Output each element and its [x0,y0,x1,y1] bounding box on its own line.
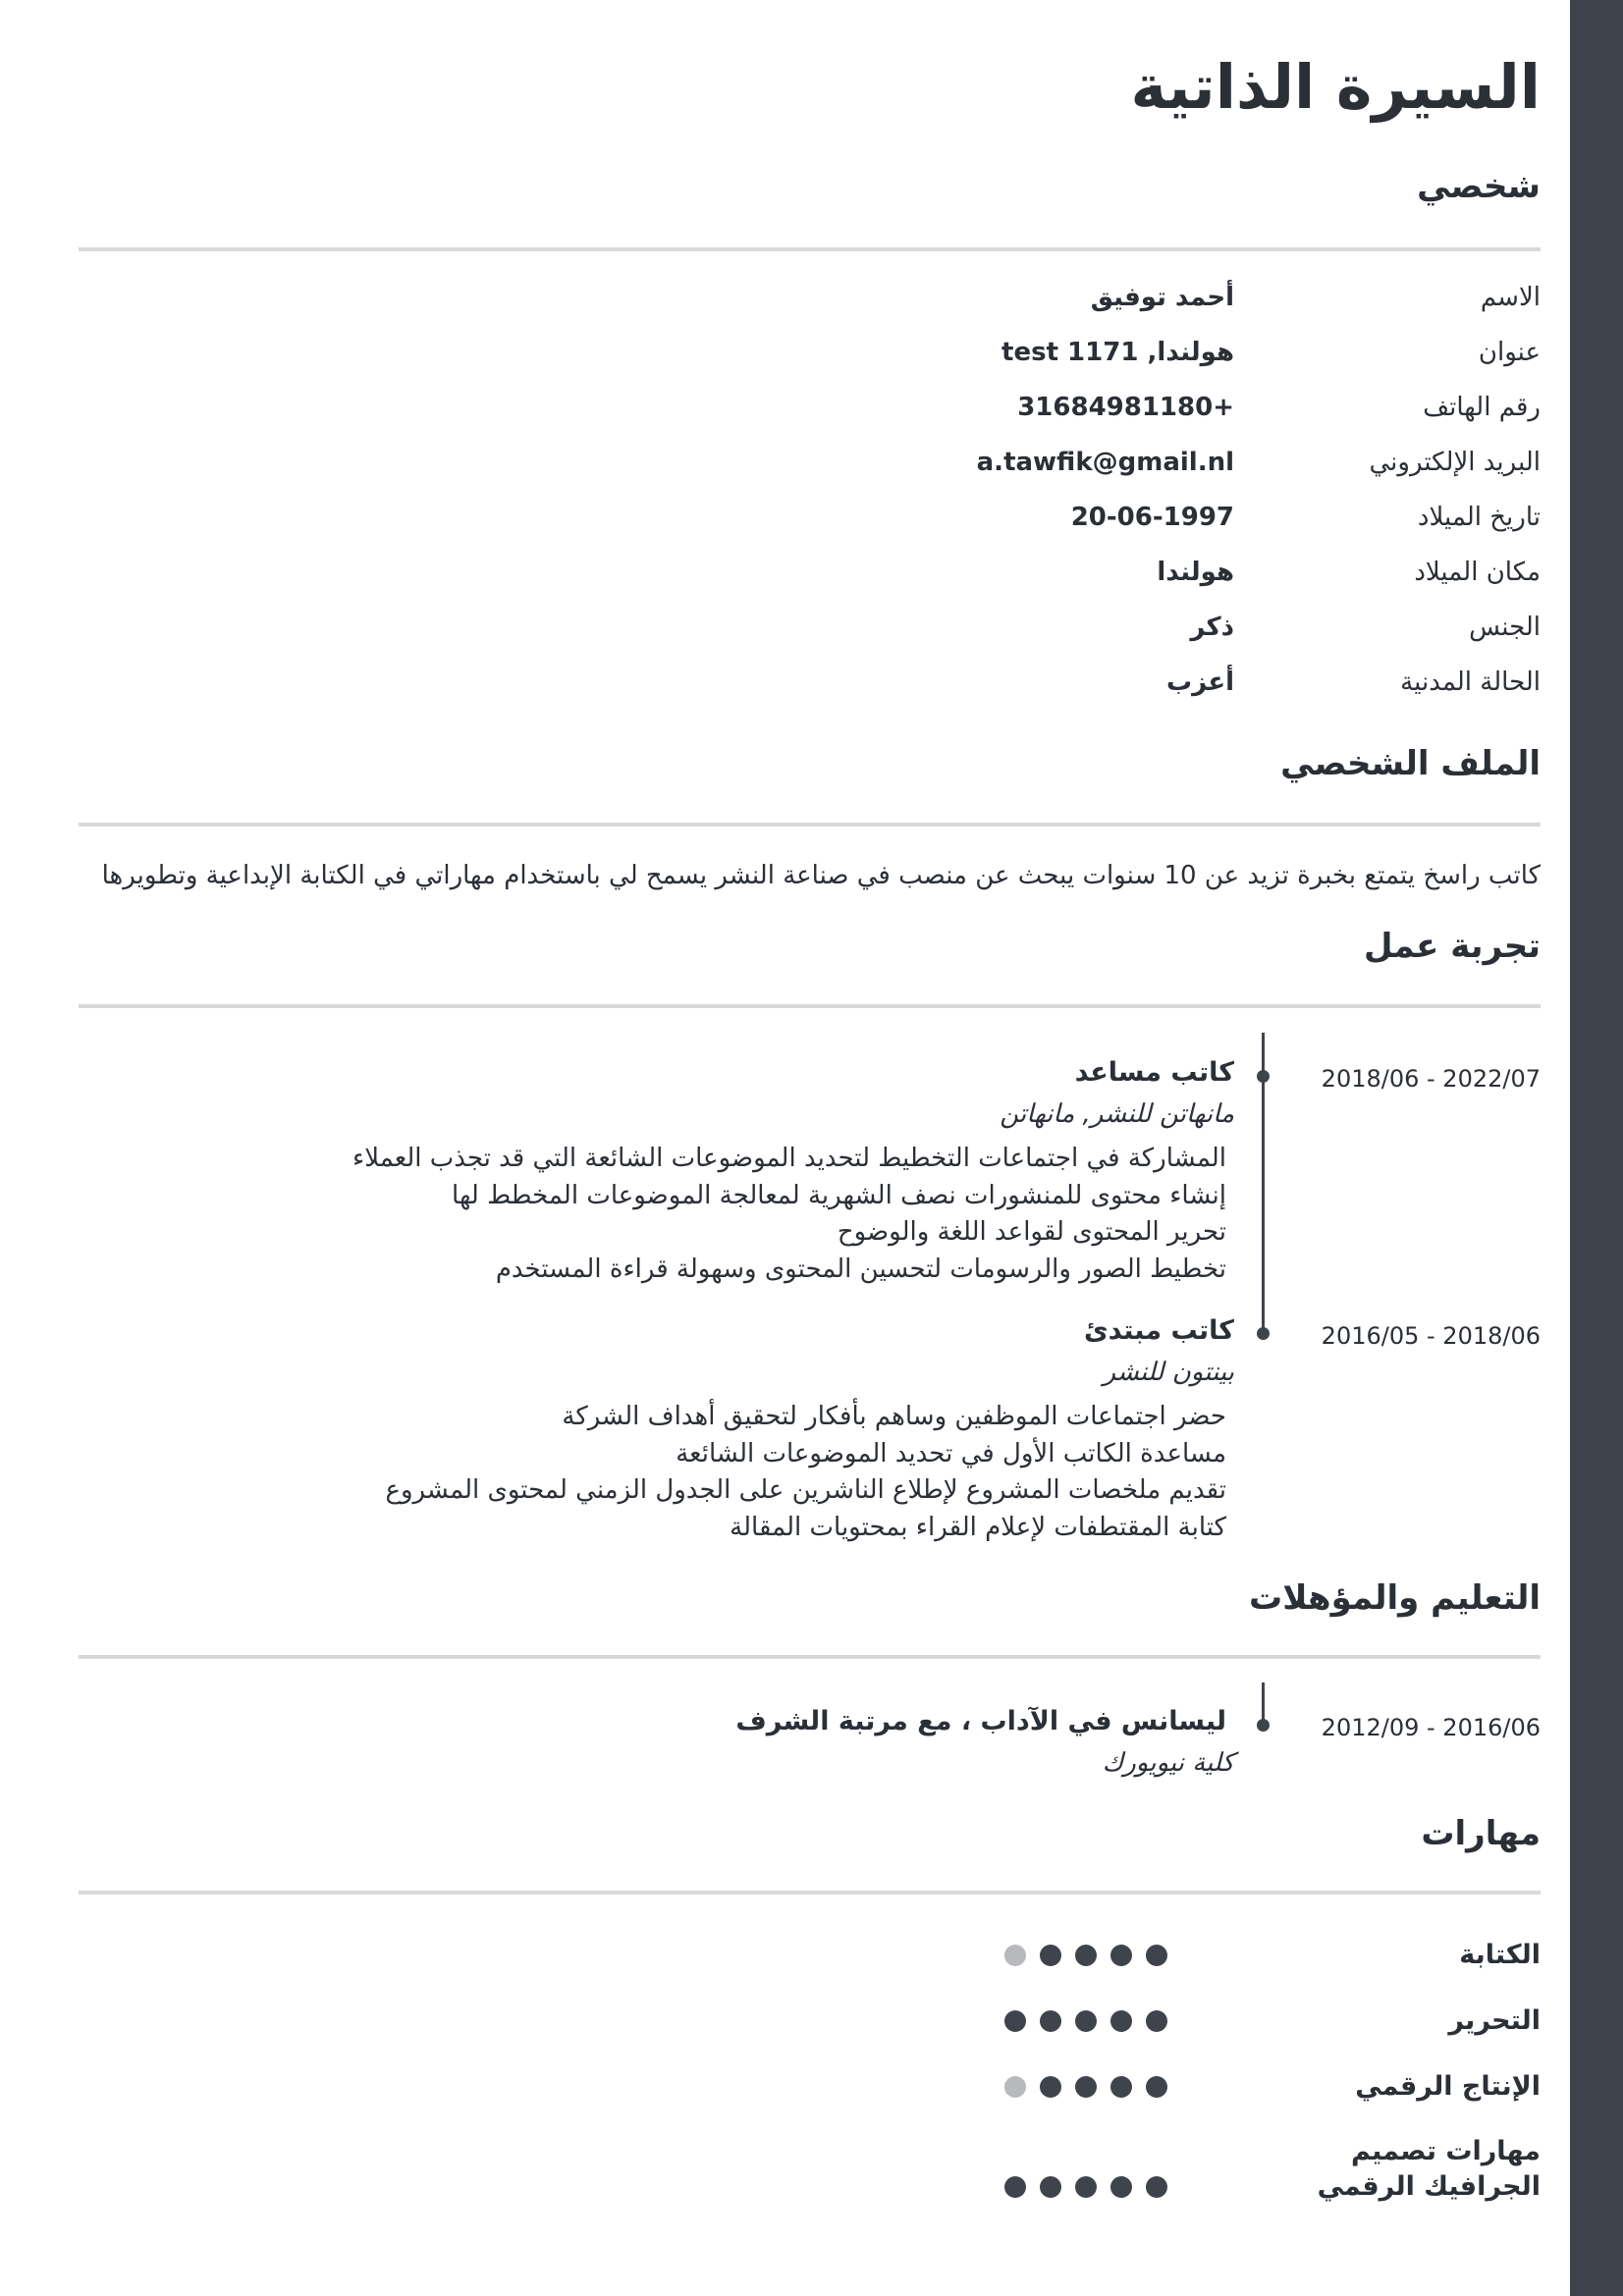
rating-dot-filled [1040,1945,1061,1966]
section-divider [79,1004,1541,1008]
side-accent-bar [1570,0,1623,2296]
skill-rating [991,2076,1167,2098]
job-title: كاتب مبتدئ [1083,1315,1234,1346]
rating-dot-filled [1040,2076,1061,2098]
rating-dot-filled [1040,2176,1061,2198]
personal-row-name [79,283,1541,326]
row-label: تاريخ الميلاد [1417,503,1541,532]
section-profile-heading: الملف الشخصي [1280,744,1541,783]
personal-row-gender [79,613,1541,656]
skill-rating [991,2010,1167,2032]
list-item: تحرير المحتوى لقواعد اللغة والوضوح [837,1217,1226,1247]
rating-dot-filled [1075,2076,1097,2098]
row-label: رقم الهاتف [1423,393,1541,422]
school-name: كلية نيويورك [1102,1748,1234,1778]
rating-dot-filled [1146,2076,1167,2098]
row-value: هولندا, test 1171 [1001,338,1234,367]
job-duties-list [385,1399,1226,1546]
row-value: +31684981180 [1017,393,1234,422]
row-label: الاسم [1480,283,1541,312]
resume-page [79,0,1541,2296]
skill-rating [991,1945,1167,1966]
skill-name: الإنتاج الرقمي [1355,2071,1541,2102]
list-item: تخطيط الصور والرسومات لتحسين المحتوى وسهولة قراءة المستخدم [495,1254,1226,1284]
timeline-dot [1257,1327,1270,1340]
section-personal-heading: شخصي [1417,167,1541,206]
rating-dot-filled [1110,2176,1132,2198]
row-value: ذكر [1190,613,1234,642]
timeline-dot [1257,1070,1270,1083]
job-company: مانهاتن للنشر, مانهاتن [1000,1099,1234,1129]
row-label: مكان الميلاد [1414,558,1541,587]
row-label: الحالة المدنية [1400,667,1541,697]
skill-name: الكتابة [1459,1940,1541,1970]
row-value: a.tawfik@gmail.nl [976,448,1234,477]
personal-row-marital-status [79,667,1541,711]
section-skills-heading: مهارات [1421,1814,1541,1853]
row-value: أحمد توفيق [1090,283,1234,312]
skill-name: مهارات تصميم الجرافيك الرقمي [1317,2136,1541,2202]
rating-dot-empty [1004,1945,1026,1966]
personal-row-birthplace [79,558,1541,601]
job-title: كاتب مساعد [1074,1057,1234,1088]
row-label: عنوان [1478,338,1541,367]
list-item: حضر اجتماعات الموظفين وساهم بأفكار لتحقيق أهداف الشركة [562,1402,1226,1431]
education-dates: 2016/06 - 2012/09 [1321,1714,1541,1741]
row-label: الجنس [1469,613,1541,642]
section-divider [79,247,1541,251]
section-divider [79,1655,1541,1659]
job-company: بينتون للنشر [1103,1358,1234,1387]
rating-dot-filled [1004,2176,1026,2198]
rating-dot-filled [1075,2010,1097,2032]
job-dates: 2022/07 - 2018/06 [1321,1065,1541,1093]
rating-dot-filled [1004,2010,1026,2032]
section-divider [79,823,1541,827]
skill-name: التحرير [1448,2005,1541,2036]
personal-row-email [79,448,1541,491]
skill-rating [991,2176,1167,2198]
list-item: إنشاء محتوى للمنشورات نصف الشهرية لمعالجة الموضوعات المخطط لها [452,1180,1226,1210]
profile-summary: كاتب راسخ يتمتع بخبرة تزيد عن 10 سنوات يبحث عن منصب في صناعة النشر يسمح لي باستخدام مهاراتي في الكتابة الإبداعية وتطويرها [101,861,1541,890]
degree-title: ليسانس في الآداب ، مع مرتبة الشرف [735,1706,1226,1736]
personal-row-address [79,338,1541,381]
rating-dot-filled [1040,2010,1061,2032]
rating-dot-filled [1075,1945,1097,1966]
job-dates: 2018/06 - 2016/05 [1321,1322,1541,1350]
rating-dot-filled [1146,2176,1167,2198]
list-item: المشاركة في اجتماعات التخطيط لتحديد الموضوعات الشائعة التي قد تجذب العملاء [352,1144,1226,1173]
list-item: تقديم ملخصات المشروع لإطلاع الناشرين على الجدول الزمني لمحتوى المشروع [385,1475,1226,1505]
section-experience-heading: تجربة عمل [1363,927,1541,966]
row-value: هولندا [1157,558,1234,587]
rating-dot-filled [1110,2076,1132,2098]
job-duties-list [352,1141,1226,1288]
rating-dot-filled [1146,2010,1167,2032]
rating-dot-filled [1110,1945,1132,1966]
rating-dot-filled [1146,1945,1167,1966]
rating-dot-filled [1075,2176,1097,2198]
page-title: السيرة الذاتية [1130,51,1541,123]
section-divider [79,1891,1541,1895]
section-education-heading: التعليم والمؤهلات [1249,1578,1541,1618]
personal-row-phone [79,393,1541,436]
row-value: 20-06-1997 [1070,503,1234,532]
row-label: البريد الإلكتروني [1369,448,1541,477]
list-item: مساعدة الكاتب الأول في تحديد الموضوعات الشائعة [676,1438,1226,1468]
timeline-dot [1257,1719,1270,1732]
rating-dot-filled [1110,2010,1132,2032]
rating-dot-empty [1004,2076,1026,2098]
list-item: كتابة المقتطفات لإعلام القراء بمحتويات المقالة [730,1512,1226,1542]
row-value: أعزب [1166,667,1234,697]
personal-row-birthdate [79,503,1541,546]
